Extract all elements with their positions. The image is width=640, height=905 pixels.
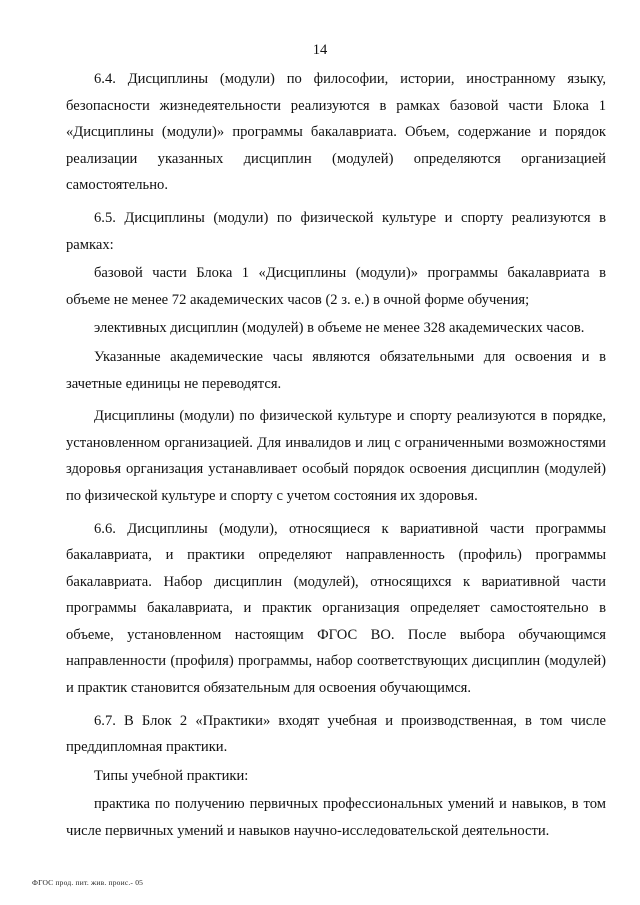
paragraph-6-4: 6.4. Дисциплины (модули) по философии, истории, иностранному языку, безопасности жизнедеятельности реализуются в рамках базовой части Блока 1 «Дисциплины (модули)» программы бакалавриата. Объем, содержание и порядок реализации указанных дисциплин (модулей) определяются организацией самостоятельно. <box>66 71 606 194</box>
paragraph-pe-order: Дисциплины (модули) по физической культуре и спорту реализуются в порядке, установленном организацией. Для инвалидов и лиц с ограниченными возможностями здоровья организация устанавливает особый порядок освоения дисциплин (модулей) по физической культуре и спорту с учетом состояния их здоровья. <box>66 408 606 504</box>
document-body <box>66 66 606 851</box>
paragraph-6-5: 6.5. Дисциплины (модули) по физической культуре и спорту реализуются в рамках: <box>66 209 606 253</box>
paragraph-practice-types: Типы учебной практики: <box>94 767 249 784</box>
paragraph-basic-part: базовой части Блока 1 «Дисциплины (модули)» программы бакалавриата в объеме не менее 72 академических часов (2 з. е.) в очной форме обучения; <box>66 265 606 308</box>
paragraph-6-6: 6.6. Дисциплины (модули), относящиеся к вариативной части программы бакалавриата, и практики определяют направленность (профиль) программы бакалавриата. Набор дисциплин (модулей), относящихся к вариативной части программы бакалавриата, и практик организация определяет самостоятельно в объеме, установленном настоящим ФГОС ВО. После выбора обучающимся направленности (профиля) программы, набор соответствующих дисциплин (модулей) и практик становится обязательным для освоения обучающимся. <box>66 520 606 697</box>
page-number: 14 <box>312 42 328 58</box>
footer-note: ФГОС прод. пит. жив. проис.- 05 <box>32 878 144 887</box>
paragraph-hours-note: Указанные академические часы являются обязательными для освоения и в зачетные единицы не переводятся. <box>66 348 606 392</box>
paragraph-practice-item: практика по получению первичных профессиональных умений и навыков, в том числе первичных умений и навыков научно-исследовательской деятельности. <box>66 796 606 840</box>
paragraph-6-7: 6.7. В Блок 2 «Практики» входят учебная и производственная, в том числе преддипломная практики. <box>66 712 606 756</box>
paragraph-elective: элективных дисциплин (модулей) в объеме не менее 328 академических часов. <box>94 320 585 337</box>
